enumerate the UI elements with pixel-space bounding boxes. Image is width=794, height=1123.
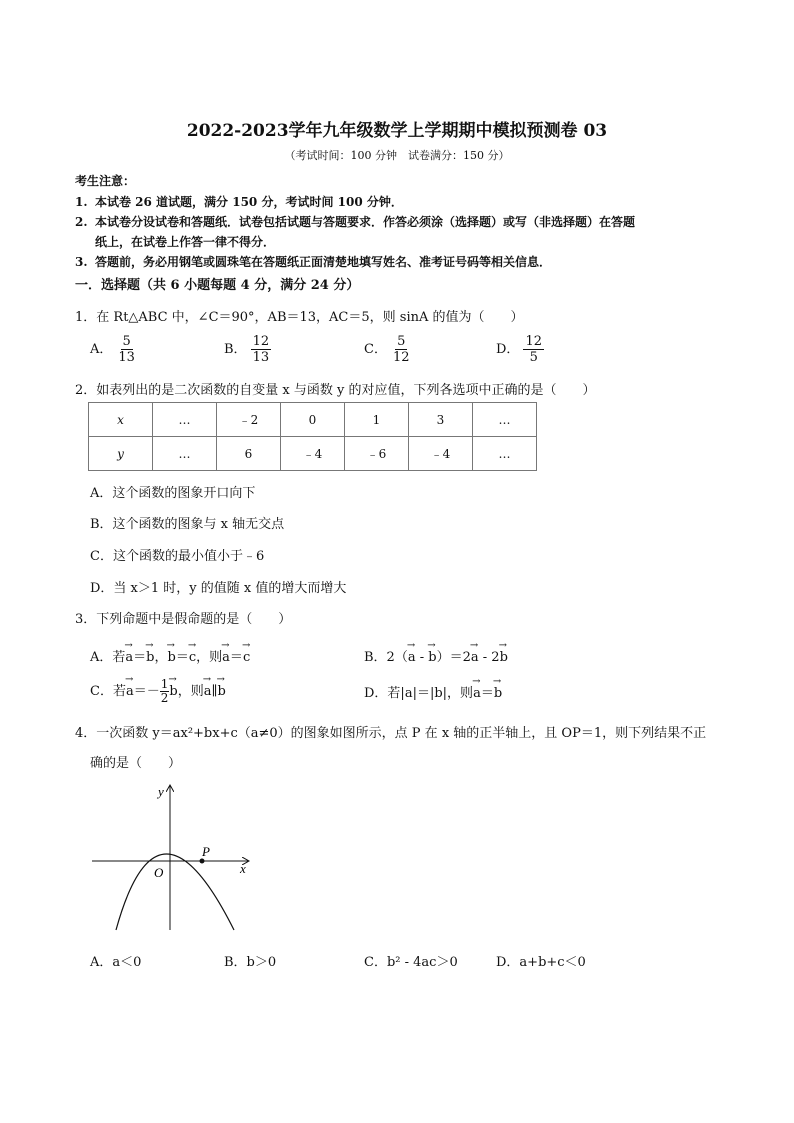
question-1-stem: 1．在 Rt△ABC 中，∠C＝90°，AB＝13，AC＝5，则 sinA 的值为（ ）: [75, 310, 524, 325]
q2-option-a: A．这个函数的图象开口向下: [90, 486, 256, 501]
point-p: [200, 859, 205, 864]
table-cell: ﹣4: [281, 437, 345, 471]
q3-option-c: C．若→ a＝－ $\frac{1}{2}$ → b，则→ a∥→ b: [90, 678, 226, 705]
note-item: 纸上，在试卷上作答一律不得分．: [95, 235, 276, 249]
table-cell: …: [153, 403, 217, 437]
value-table: [88, 402, 537, 471]
table-cell: …: [473, 403, 537, 437]
q4-option-b: B．b＞0: [224, 955, 277, 970]
table-cell: x: [89, 403, 153, 437]
table-cell: ﹣6: [345, 437, 409, 471]
q4-option-a: A．a＜0: [90, 955, 142, 970]
q3-option-d: D．若|a|＝|b|，则→ a＝→ b: [364, 682, 502, 701]
table-cell: 1: [345, 403, 409, 437]
note-item: 3. 答题前，务必用钢笔或圆珠笔在答题纸正面清楚地填写姓名、准考证号码等相关信息．: [75, 255, 552, 269]
q1-option-d: D． $\frac{12}{5}$: [496, 334, 542, 365]
q3-option-a: A．若→ a＝→ b，→ b＝→ c，则→ a＝→ c: [90, 646, 250, 665]
table-cell: ﹣2: [217, 403, 281, 437]
note-item: 1. 本试卷 26 道试题，满分 150 分，考试时间 100 分钟．: [75, 195, 403, 209]
section-heading: 一．选择题（共 6 小题每题 4 分，满分 24 分）: [75, 278, 360, 293]
x-axis-label: x: [240, 861, 246, 876]
question-4-stem-line2: 确的是（ ）: [90, 756, 182, 771]
parabola-curve: [116, 854, 234, 930]
q2-option-b: B．这个函数的图象与 x 轴无交点: [90, 517, 285, 532]
q1-option-c: C． $\frac{5}{12}$: [364, 334, 410, 365]
question-3-stem: 3．下列命题中是假命题的是（ ）: [75, 612, 292, 627]
q4-option-c: C．b² - 4ac＞0: [364, 955, 458, 970]
q4-option-d: D．a+b+c＜0: [496, 955, 586, 970]
q2-option-d: D．当 x＞1 时，y 的值随 x 值的增大而增大: [90, 581, 347, 596]
y-axis-label: y: [158, 784, 164, 799]
table-row: [89, 437, 537, 471]
question-2-stem: 2．如表列出的是二次函数的自变量 x 与函数 y 的对应值，下列各选项中正确的是（ ）: [75, 383, 596, 398]
table-cell: …: [473, 437, 537, 471]
q1-option-b: B． $\frac{12}{13}$: [224, 334, 270, 365]
table-row: [89, 403, 537, 437]
q3-option-b: B．2（→ a - → b）＝2→ a - 2→ b: [364, 646, 508, 665]
q2-option-c: C．这个函数的最小值小于﹣6: [90, 549, 265, 564]
table-cell: y: [89, 437, 153, 471]
question-4-stem-line1: 4．一次函数 y＝ax²+bx+c（a≠0）的图象如图所示，点 P 在 x 轴的正半轴上，且 OP＝1，则下列结果不正: [75, 726, 707, 741]
q1-option-a: A． $\frac{5}{13}$: [90, 334, 135, 365]
parabola-graph: [88, 782, 258, 932]
table-cell: 3: [409, 403, 473, 437]
note-item: 2. 本试卷分设试卷和答题纸．试卷包括试题与答题要求．作答必须涂（选择题）或写（非选择题）在答题: [75, 215, 636, 229]
table-cell: 0: [281, 403, 345, 437]
exam-info: （考试时间：100 分钟 试卷满分：150 分）: [284, 149, 510, 162]
table-cell: 6: [217, 437, 281, 471]
table-cell: …: [153, 437, 217, 471]
page-title: 2022-2023学年九年级数学上学期期中模拟预测卷 03: [186, 121, 608, 141]
point-p-label: P: [202, 844, 210, 859]
table-cell: ﹣4: [409, 437, 473, 471]
origin-label: O: [154, 865, 164, 880]
notes-heading: 考生注意：: [75, 174, 136, 188]
